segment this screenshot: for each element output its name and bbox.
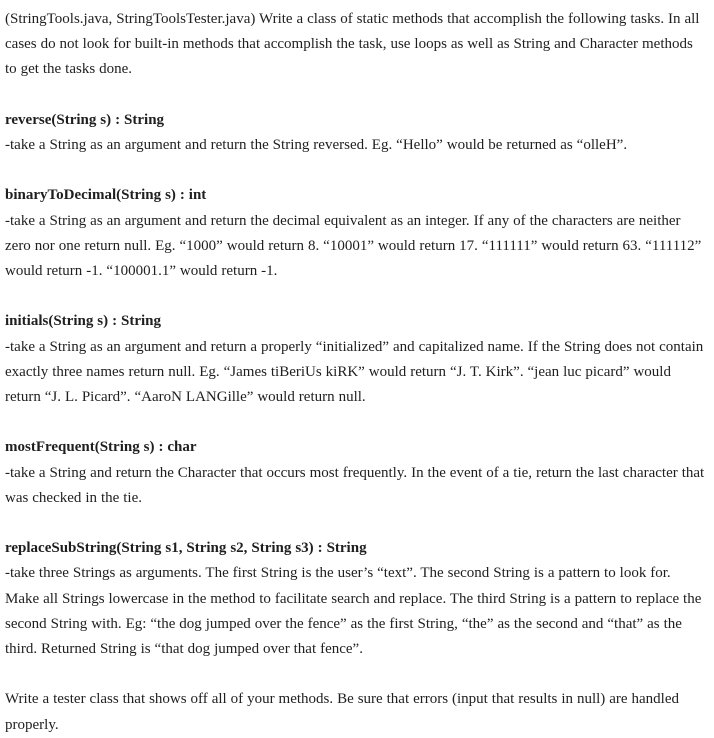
spacer [5,410,705,435]
intro-paragraph: (StringTools.java, StringToolsTester.java) Write a class of static methods that accomplish the following tasks. In all cases do not look for built-in methods that accomplish the task, use loops as well as String and Character methods to get the tasks done. [5,11,700,78]
method-block-reverse [5,108,705,158]
method-block-most-frequent [5,435,705,511]
method-block-binary-to-decimal [5,183,705,284]
method-signature: replaceSubString(String s1, String s2, String s3) : String [5,540,367,557]
method-signature: binaryToDecimal(String s) : int [5,187,207,204]
method-block-replace-substring [5,536,705,662]
method-description: -take a String as an argument and return the decimal equivalent as an integer. If any of the characters are neither zero nor one return null. Eg. “1000” would return 8. “10001” would return 17. “111111” would return 63. “111112” would return -1. “100001.1” would return -1. [5,212,702,279]
method-signature: initials(String s) : String [5,313,162,330]
spacer [5,284,705,309]
method-description: -take a String as an argument and return the String reversed. Eg. “Hello” would be returned as “olleH”. [5,137,628,153]
spacer [5,511,705,536]
method-description: -take three Strings as arguments. The first String is the user’s “text”. The second String is a pattern to look for. Make all Strings lowercase in the method to facilitate search and replace. The third String is a pattern to replace the second String with. Eg: “the dog jumped over the fence” as the first String, “the” as the second and “that” as the third. Returned String is “that dog jumped over that fence”. [5,565,702,657]
method-block-initials [5,309,705,410]
spacer [5,83,705,108]
closing-paragraph: Write a tester class that shows off all of your methods. Be sure that errors (input that results in null) are handled properly. [5,691,679,733]
method-signature: mostFrequent(String s) : char [5,439,197,456]
method-description: -take a String as an argument and return a properly “initialized” and capitalized name. If the String does not contain exactly three names return null. Eg. “James tiBeriUs kiRK” would return “J. T. Kirk”. “jean luc picard” would return “J. L. Picard”. “AaroN LANGille” would return null. [5,338,704,405]
assignment-document [5,7,705,738]
method-description: -take a String and return the Character that occurs most frequently. In the event of a tie, return the last character that was checked in the tie. [5,464,705,506]
spacer [5,662,705,687]
method-signature: reverse(String s) : String [5,111,165,128]
spacer [5,158,705,183]
